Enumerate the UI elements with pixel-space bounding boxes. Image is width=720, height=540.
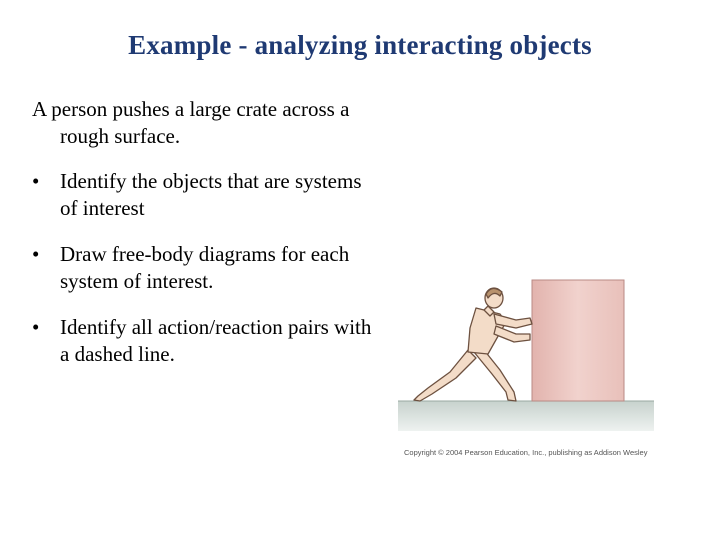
person-pushing-crate-illustration — [396, 268, 656, 438]
intro-text: A person pushes a large crate across a rough surface. — [32, 97, 350, 148]
person-figure — [414, 288, 532, 401]
ground-surface — [398, 401, 654, 431]
slide-title: Example - analyzing interacting objects — [128, 30, 592, 60]
bullet-list — [32, 168, 372, 387]
crate — [532, 280, 624, 401]
bullet-item: • Draw free-body diagrams for each system of interest. — [32, 241, 372, 295]
bullet-item: • Identify the objects that are systems of interest — [32, 168, 372, 222]
copyright-caption: Copyright © 2004 Pearson Education, Inc., publishing as Addison Wesley — [404, 448, 648, 457]
bullet-item: • Identify all action/reaction pairs with a dashed line. — [32, 314, 372, 368]
